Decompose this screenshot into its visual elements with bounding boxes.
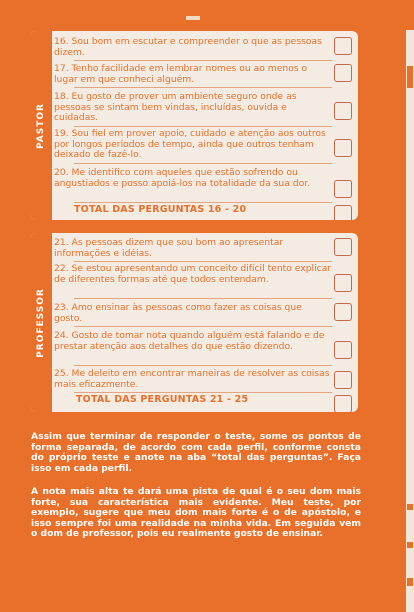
question-17: 17. Tenho facilidade em lembrar nomes ou ao menos o lugar em que conheci alguém. xyxy=(54,64,358,88)
score-box-22[interactable] xyxy=(334,274,352,292)
instructions-paragraph: Assim que terminar de responder o teste, some os pontos de forma separada, de acordo com cada perfil, conforme consta do próprio teste e anote na aba “total das perguntas”. Faça isso em cada perfil. xyxy=(31,431,361,474)
score-box-16[interactable] xyxy=(334,37,352,55)
score-box-24[interactable] xyxy=(334,341,352,359)
professor-side-tab xyxy=(30,233,52,412)
page-tab-mark xyxy=(186,16,200,20)
score-box-19[interactable] xyxy=(334,139,352,157)
score-box-17[interactable] xyxy=(334,64,352,82)
question-22: 22. Se estou apresentando um conceito difícil tento explicar de diferentes formas até que todos entendam. xyxy=(54,264,358,299)
question-24: 24. Gosto de tomar nota quando alguém está falando e de prestar atenção aos detalhes do que estão dizendo. xyxy=(54,331,358,366)
score-box-18[interactable] xyxy=(334,102,352,120)
question-20: 20. Me identifico com aqueles que estão sofrendo ou angustiados e posso apoiá-los na totalidade da sua dor. xyxy=(54,168,358,203)
pastor-total-label: TOTAL DAS PERGUNTAS 16 - 20 xyxy=(74,204,247,215)
question-21: 21. As pessoas dizem que sou bom ao apresentar informações e idéias. xyxy=(54,238,358,262)
pastor-label: PASTOR xyxy=(36,102,46,149)
pastor-total-row xyxy=(54,205,358,219)
score-box-21[interactable] xyxy=(334,238,352,256)
professor-total-box[interactable] xyxy=(334,395,352,412)
pastor-side-tab xyxy=(30,31,52,220)
question-23: 23. Amo ensinar às pessoas como fazer as coisas que gosto. xyxy=(54,303,358,327)
professor-total-row xyxy=(54,395,358,409)
pastor-total-box[interactable] xyxy=(334,205,352,220)
question-16: 16. Sou bom em escutar e compreender o que as pessoas dizem. xyxy=(54,37,358,61)
question-18: 18. Eu gosto de prover um ambiente seguro onde as pessoas se sintam bem vindas, incluídas, ouvida e cuidadas. xyxy=(54,92,358,127)
professor-label: PROFESSOR xyxy=(36,287,46,358)
explanation-paragraph: A nota mais alta te dará uma pista de qual é o seu dom mais forte, sua característica mais evidente. Meu teste, por exemplo, sugere que meu dom mais forte é o de apóstolo, e isso sempre foi uma realidade na minha vida. Em seguida vem o dom de professor, pois eu realmente gosto de ensinar. xyxy=(31,486,361,540)
question-25: 25. Me deleito em encontrar maneiras de resolver as coisas mais eficazmente. xyxy=(54,369,358,393)
question-19: 19. Sou fiel em prover apoio, cuidado e atenção aos outros por longos períodos de tempo, ainda que outros tenham deixado de fazê-lo. xyxy=(54,129,358,164)
score-box-20[interactable] xyxy=(334,180,352,198)
page-edge xyxy=(406,30,414,612)
score-box-25[interactable] xyxy=(334,371,352,389)
professor-section xyxy=(30,233,358,412)
professor-total-label: TOTAL DAS PERGUNTAS 21 - 25 xyxy=(76,394,249,405)
pastor-section xyxy=(30,31,358,220)
score-box-23[interactable] xyxy=(334,303,352,321)
